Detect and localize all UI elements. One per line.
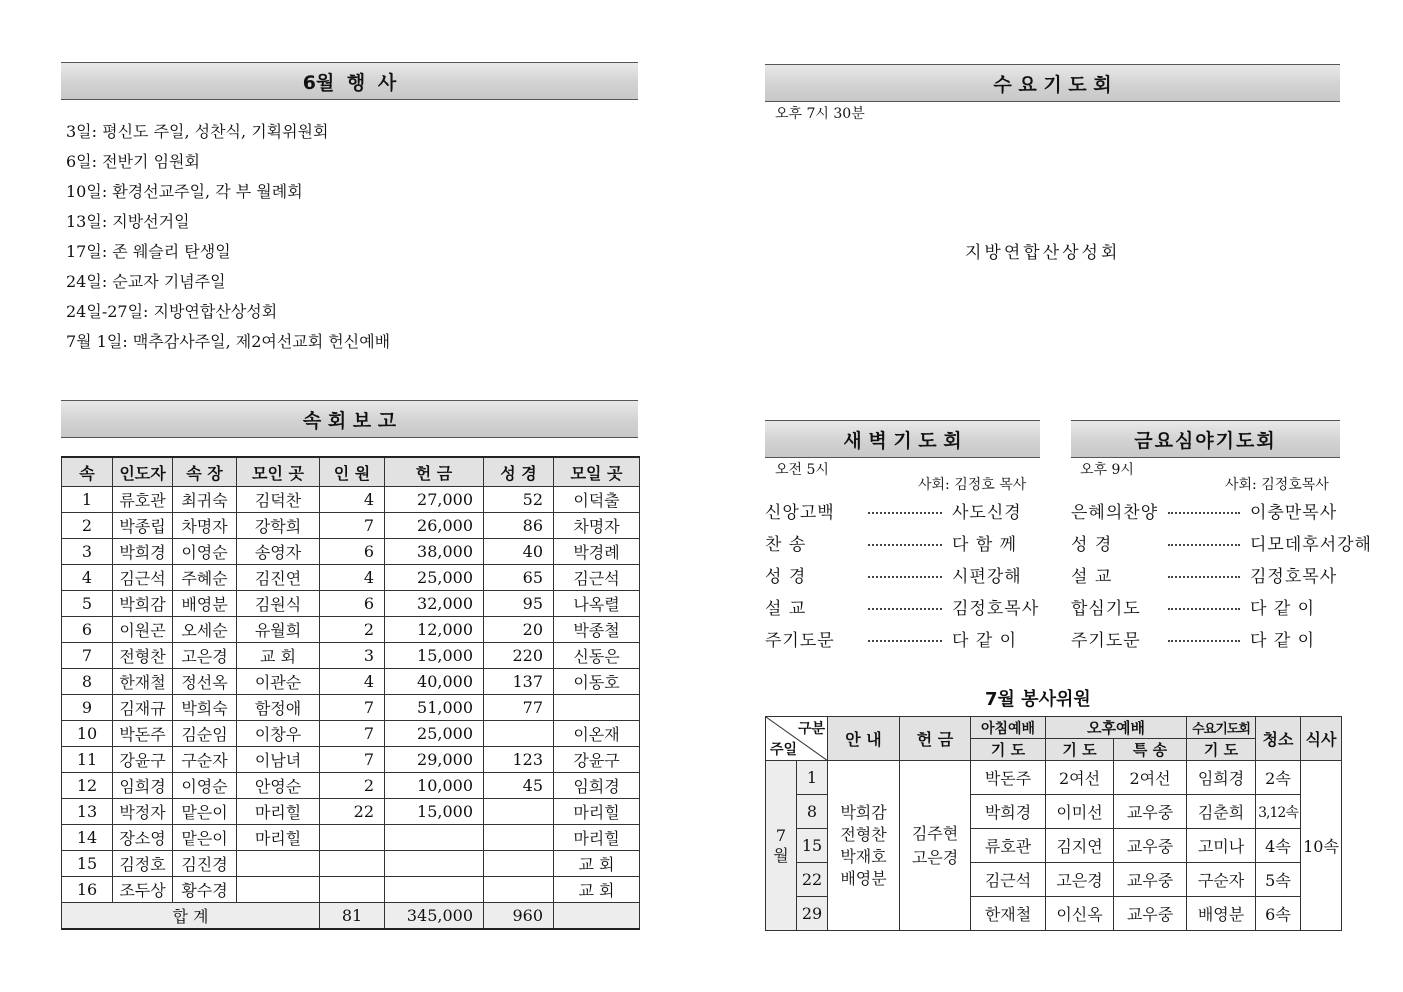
program-item-value: 시편강해 (952, 567, 1022, 587)
cell-no: 16 (62, 877, 113, 903)
offering-team-list: 김주현 고은경 (911, 823, 959, 867)
offering: 10,000 (385, 773, 484, 799)
table-row (62, 747, 640, 773)
meeting-place: 이관순 (237, 669, 320, 695)
table-row (62, 669, 640, 695)
wednesday-prayer: 구순자 (1187, 863, 1256, 897)
next-place: 교 회 (554, 851, 640, 877)
bible-chapters (484, 825, 554, 851)
leader: 박희감 (113, 591, 173, 617)
attendance: 7 (320, 721, 385, 747)
bible-chapters (484, 851, 554, 877)
program-item-label: 찬 송 (765, 535, 807, 555)
header-cell: 인도자 (113, 457, 173, 487)
sunday-date: 8 (797, 795, 828, 829)
cell-report-total-row (62, 903, 640, 930)
cell-no: 8 (62, 669, 113, 695)
table-row (62, 539, 640, 565)
next-place: 이덕출 (554, 487, 640, 513)
sunday-date: 29 (797, 897, 828, 931)
leader: 전형찬 (113, 643, 173, 669)
dot-leader (1168, 512, 1240, 514)
bible-chapters: 20 (484, 617, 554, 643)
cell-head: 최귀숙 (173, 487, 237, 513)
cell-head: 황수경 (173, 877, 237, 903)
meeting-place: 이남녀 (237, 747, 320, 773)
meal-cell: 10속 (1301, 761, 1342, 931)
attendance: 6 (320, 539, 385, 565)
friday-time: 오후 9시 (1080, 462, 1134, 478)
attendance: 2 (320, 773, 385, 799)
total-offering: 345,000 (385, 903, 484, 930)
table-row (62, 695, 640, 721)
next-place: 이온재 (554, 721, 640, 747)
leader: 박희경 (113, 539, 173, 565)
table-row (62, 487, 640, 513)
offering: 38,000 (385, 539, 484, 565)
total-people: 81 (320, 903, 385, 930)
offering: 26,000 (385, 513, 484, 539)
bible-chapters: 65 (484, 565, 554, 591)
program-item-value: 다 같 이 (952, 631, 1018, 651)
table-row (62, 877, 640, 903)
attendance: 4 (320, 565, 385, 591)
event-item: 24일: 순교자 기념주일 (66, 272, 226, 291)
cell-no: 11 (62, 747, 113, 773)
attendance: 7 (320, 695, 385, 721)
wednesday-prayer: 임희경 (1187, 761, 1256, 795)
next-place: 강윤구 (554, 747, 640, 773)
afternoon-prayer: 2여선 (1046, 761, 1114, 795)
cell-report-header-row (62, 457, 640, 487)
next-place: 박종철 (554, 617, 640, 643)
cell-head: 오세순 (173, 617, 237, 643)
meeting-place: 함정애 (237, 695, 320, 721)
offering (385, 825, 484, 851)
program-item-label: 합심기도 (1071, 599, 1141, 619)
dawn-title: 새 벽 기 도 회 (843, 429, 962, 452)
cleaning: 2속 (1256, 761, 1301, 795)
sub-pray: 기 도 (1046, 739, 1114, 761)
leader: 장소영 (113, 825, 173, 851)
corner-cell (766, 717, 828, 761)
program-item-label: 주기도문 (765, 631, 835, 651)
corner-bottom-label: 주일 (770, 742, 798, 758)
corner-top-label: 구분 (797, 721, 825, 737)
afternoon-special: 교우중 (1114, 897, 1187, 931)
bible-chapters (484, 877, 554, 903)
next-place: 교 회 (554, 877, 640, 903)
event-item: 17일: 존 웨슬리 탄생일 (66, 242, 231, 261)
program-item-label: 설 교 (765, 599, 807, 619)
program-item-value: 김정호목사 (952, 599, 1040, 619)
wednesday-title: 수 요 기 도 회 (993, 73, 1112, 96)
attendance (320, 825, 385, 851)
volunteers-table (765, 716, 1342, 931)
program-item-value: 디모데후서강해 (1250, 535, 1372, 555)
table-row (62, 643, 640, 669)
meeting-place: 송영자 (237, 539, 320, 565)
attendance: 4 (320, 487, 385, 513)
morning-prayer: 김근석 (971, 863, 1046, 897)
cell-no: 12 (62, 773, 113, 799)
attendance (320, 877, 385, 903)
sunday-date: 15 (797, 829, 828, 863)
cell-report-title: 속 회 보 고 (302, 409, 397, 432)
program-item-value: 이충만목사 (1250, 503, 1338, 523)
table-row (62, 799, 640, 825)
header-cell: 모인 곳 (237, 457, 320, 487)
volunteers-title: 7월 봉사위원 (985, 689, 1091, 710)
leader: 조두상 (113, 877, 173, 903)
cell-no: 15 (62, 851, 113, 877)
event-item: 10일: 환경선교주일, 각 부 월례회 (66, 182, 303, 201)
event-item: 6일: 전반기 임원회 (66, 152, 200, 171)
morning-prayer: 박희경 (971, 795, 1046, 829)
header-meal: 식사 (1301, 717, 1342, 761)
next-place (554, 695, 640, 721)
header-offering: 헌 금 (900, 717, 971, 761)
june-events-banner (61, 62, 638, 100)
afternoon-prayer: 김지연 (1046, 829, 1114, 863)
wednesday-prayer: 배영분 (1187, 897, 1256, 931)
header-cell: 인 원 (320, 457, 385, 487)
table-row (62, 591, 640, 617)
next-place: 김근석 (554, 565, 640, 591)
offering: 51,000 (385, 695, 484, 721)
next-place: 마리힐 (554, 825, 640, 851)
attendance: 7 (320, 747, 385, 773)
meeting-place: 안영순 (237, 773, 320, 799)
leader: 박돈주 (113, 721, 173, 747)
bible-chapters: 40 (484, 539, 554, 565)
next-place: 이동호 (554, 669, 640, 695)
month-label: 7월 (773, 825, 789, 865)
attendance (320, 851, 385, 877)
program-item-label: 신앙고백 (765, 503, 835, 523)
attendance: 6 (320, 591, 385, 617)
bible-chapters: 137 (484, 669, 554, 695)
afternoon-prayer: 고은경 (1046, 863, 1114, 897)
cell-no: 13 (62, 799, 113, 825)
leader: 김재규 (113, 695, 173, 721)
dot-leader (868, 576, 942, 578)
dot-leader (1168, 608, 1240, 610)
cell-head: 이영순 (173, 773, 237, 799)
attendance: 3 (320, 643, 385, 669)
leader: 이원곤 (113, 617, 173, 643)
next-place: 임희경 (554, 773, 640, 799)
cell-head: 맡은이 (173, 825, 237, 851)
table-row (62, 825, 640, 851)
table-row (62, 773, 640, 799)
cell-head: 김순임 (173, 721, 237, 747)
friday-title: 금요심야기도회 (1134, 429, 1277, 452)
meeting-place: 강학희 (237, 513, 320, 539)
program-item-label: 성 경 (765, 567, 807, 587)
program-item-label: 성 경 (1071, 535, 1113, 555)
afternoon-prayer: 이신옥 (1046, 897, 1114, 931)
cell-report-table (61, 456, 640, 930)
attendance: 7 (320, 513, 385, 539)
cell-no: 10 (62, 721, 113, 747)
guides-list: 박희감 전형찬 박재호 배영분 (840, 802, 887, 888)
cleaning: 5속 (1256, 863, 1301, 897)
afternoon-special: 교우중 (1114, 795, 1187, 829)
offering: 27,000 (385, 487, 484, 513)
afternoon-special: 교우중 (1114, 829, 1187, 863)
total-empty (554, 903, 640, 930)
cleaning: 3,12속 (1256, 795, 1301, 829)
offering-team-cell (900, 761, 971, 931)
next-place: 박경례 (554, 539, 640, 565)
dot-leader (868, 608, 942, 610)
afternoon-special: 교우중 (1114, 863, 1187, 897)
guides-cell (828, 761, 900, 931)
morning-prayer: 류호관 (971, 829, 1046, 863)
sunday-date: 22 (797, 863, 828, 897)
leader: 김근석 (113, 565, 173, 591)
total-label: 합 계 (62, 903, 320, 930)
header-cell: 모일 곳 (554, 457, 640, 487)
leader: 박정자 (113, 799, 173, 825)
header-cell: 헌 금 (385, 457, 484, 487)
program-item-value: 다 같 이 (1250, 599, 1316, 619)
meeting-place: 교 회 (237, 643, 320, 669)
morning-prayer: 한재철 (971, 897, 1046, 931)
next-place: 신동은 (554, 643, 640, 669)
offering: 25,000 (385, 565, 484, 591)
program-item-value: 김정호목사 (1250, 567, 1338, 587)
meeting-place: 김진연 (237, 565, 320, 591)
cell-head: 구순자 (173, 747, 237, 773)
dot-leader (868, 512, 942, 514)
attendance: 4 (320, 669, 385, 695)
header-cell: 성 경 (484, 457, 554, 487)
header-afternoon: 오후예배 (1046, 717, 1187, 739)
header-morning: 아침예배 (971, 717, 1046, 739)
cleaning: 4속 (1256, 829, 1301, 863)
meeting-place: 김원식 (237, 591, 320, 617)
meeting-place: 유월희 (237, 617, 320, 643)
leader: 강윤구 (113, 747, 173, 773)
cell-head: 맡은이 (173, 799, 237, 825)
june-events-title: 6월 행 사 (302, 71, 397, 94)
cell-head: 주혜순 (173, 565, 237, 591)
dot-leader (868, 544, 942, 546)
event-item: 3일: 평신도 주일, 성찬식, 기획위원회 (66, 122, 329, 141)
bible-chapters: 45 (484, 773, 554, 799)
program-item-value: 다 함 께 (952, 535, 1018, 555)
cell-no: 1 (62, 487, 113, 513)
meeting-place: 마리힐 (237, 825, 320, 851)
dawn-time: 오전 5시 (775, 462, 829, 478)
wednesday-prayer: 고미나 (1187, 829, 1256, 863)
meeting-place (237, 877, 320, 903)
next-place: 차명자 (554, 513, 640, 539)
dot-leader (1168, 544, 1240, 546)
event-item: 7월 1일: 맥추감사주일, 제2여선교회 헌신예배 (66, 332, 391, 351)
wednesday-prayer: 김춘희 (1187, 795, 1256, 829)
leader: 한재철 (113, 669, 173, 695)
cell-head: 정선옥 (173, 669, 237, 695)
leader: 박종립 (113, 513, 173, 539)
cleaning: 6속 (1256, 897, 1301, 931)
volunteers-row (766, 761, 1342, 795)
leader: 김정호 (113, 851, 173, 877)
header-cell: 속 장 (173, 457, 237, 487)
cell-no: 4 (62, 565, 113, 591)
morning-prayer: 박돈주 (971, 761, 1046, 795)
cell-head: 이영순 (173, 539, 237, 565)
table-row (62, 513, 640, 539)
dot-leader (1168, 640, 1240, 642)
sub-special: 특 송 (1114, 739, 1187, 761)
bible-chapters: 123 (484, 747, 554, 773)
next-place: 나옥렬 (554, 591, 640, 617)
offering: 29,000 (385, 747, 484, 773)
cell-no: 5 (62, 591, 113, 617)
program-item-value: 사도신경 (952, 503, 1022, 523)
cell-head: 박희숙 (173, 695, 237, 721)
table-row (62, 721, 640, 747)
bible-chapters (484, 799, 554, 825)
offering (385, 877, 484, 903)
program-item-label: 설 교 (1071, 567, 1113, 587)
bible-chapters: 52 (484, 487, 554, 513)
event-item: 13일: 지방선거일 (66, 212, 190, 231)
wednesday-time: 오후 7시 30분 (775, 106, 865, 122)
program-item-label: 은혜의찬양 (1071, 503, 1159, 523)
sub-pray: 기 도 (971, 739, 1046, 761)
friday-host: 사회: 김정호목사 (1225, 477, 1329, 493)
total-bible: 960 (484, 903, 554, 930)
header-cell: 속 (62, 457, 113, 487)
cell-head: 차명자 (173, 513, 237, 539)
meeting-place: 마리힐 (237, 799, 320, 825)
cell-no: 9 (62, 695, 113, 721)
volunteers-header-row-1 (766, 717, 1342, 739)
bible-chapters (484, 721, 554, 747)
cell-no: 6 (62, 617, 113, 643)
header-clean: 청소 (1256, 717, 1301, 761)
bible-chapters: 220 (484, 643, 554, 669)
cell-report-banner (61, 400, 638, 438)
meeting-place: 이창우 (237, 721, 320, 747)
offering: 25,000 (385, 721, 484, 747)
dot-leader (868, 640, 942, 642)
dawn-host: 사회: 김정호 목사 (918, 477, 1027, 493)
cell-no: 2 (62, 513, 113, 539)
offering (385, 851, 484, 877)
wednesday-banner (765, 64, 1340, 102)
table-row (62, 565, 640, 591)
dawn-banner (765, 420, 1040, 458)
offering: 32,000 (385, 591, 484, 617)
offering: 15,000 (385, 799, 484, 825)
sub-pray: 기 도 (1187, 739, 1256, 761)
program-item-label: 주기도문 (1071, 631, 1141, 651)
cell-no: 14 (62, 825, 113, 851)
meeting-place: 김덕찬 (237, 487, 320, 513)
offering: 15,000 (385, 643, 484, 669)
attendance: 2 (320, 617, 385, 643)
offering: 40,000 (385, 669, 484, 695)
table-row (62, 617, 640, 643)
cell-head: 김진경 (173, 851, 237, 877)
header-wednesday: 수요기도회 (1187, 717, 1256, 739)
month-cell (766, 761, 797, 931)
wednesday-note: 지방연합산상성회 (965, 243, 1121, 263)
sunday-date: 1 (797, 761, 828, 795)
program-item-value: 다 같 이 (1250, 631, 1316, 651)
friday-banner (1071, 420, 1340, 458)
leader: 류호관 (113, 487, 173, 513)
header-guide: 안 내 (828, 717, 900, 761)
cell-no: 7 (62, 643, 113, 669)
afternoon-prayer: 이미선 (1046, 795, 1114, 829)
cell-no: 3 (62, 539, 113, 565)
event-item: 24일-27일: 지방연합산상성회 (66, 302, 278, 321)
meeting-place (237, 851, 320, 877)
afternoon-special: 2여선 (1114, 761, 1187, 795)
offering: 12,000 (385, 617, 484, 643)
cell-head: 고은경 (173, 643, 237, 669)
dot-leader (1168, 576, 1240, 578)
cell-head: 배영분 (173, 591, 237, 617)
bible-chapters: 95 (484, 591, 554, 617)
bible-chapters: 86 (484, 513, 554, 539)
bible-chapters: 77 (484, 695, 554, 721)
attendance: 22 (320, 799, 385, 825)
next-place: 마리힐 (554, 799, 640, 825)
table-row (62, 851, 640, 877)
leader: 임희경 (113, 773, 173, 799)
